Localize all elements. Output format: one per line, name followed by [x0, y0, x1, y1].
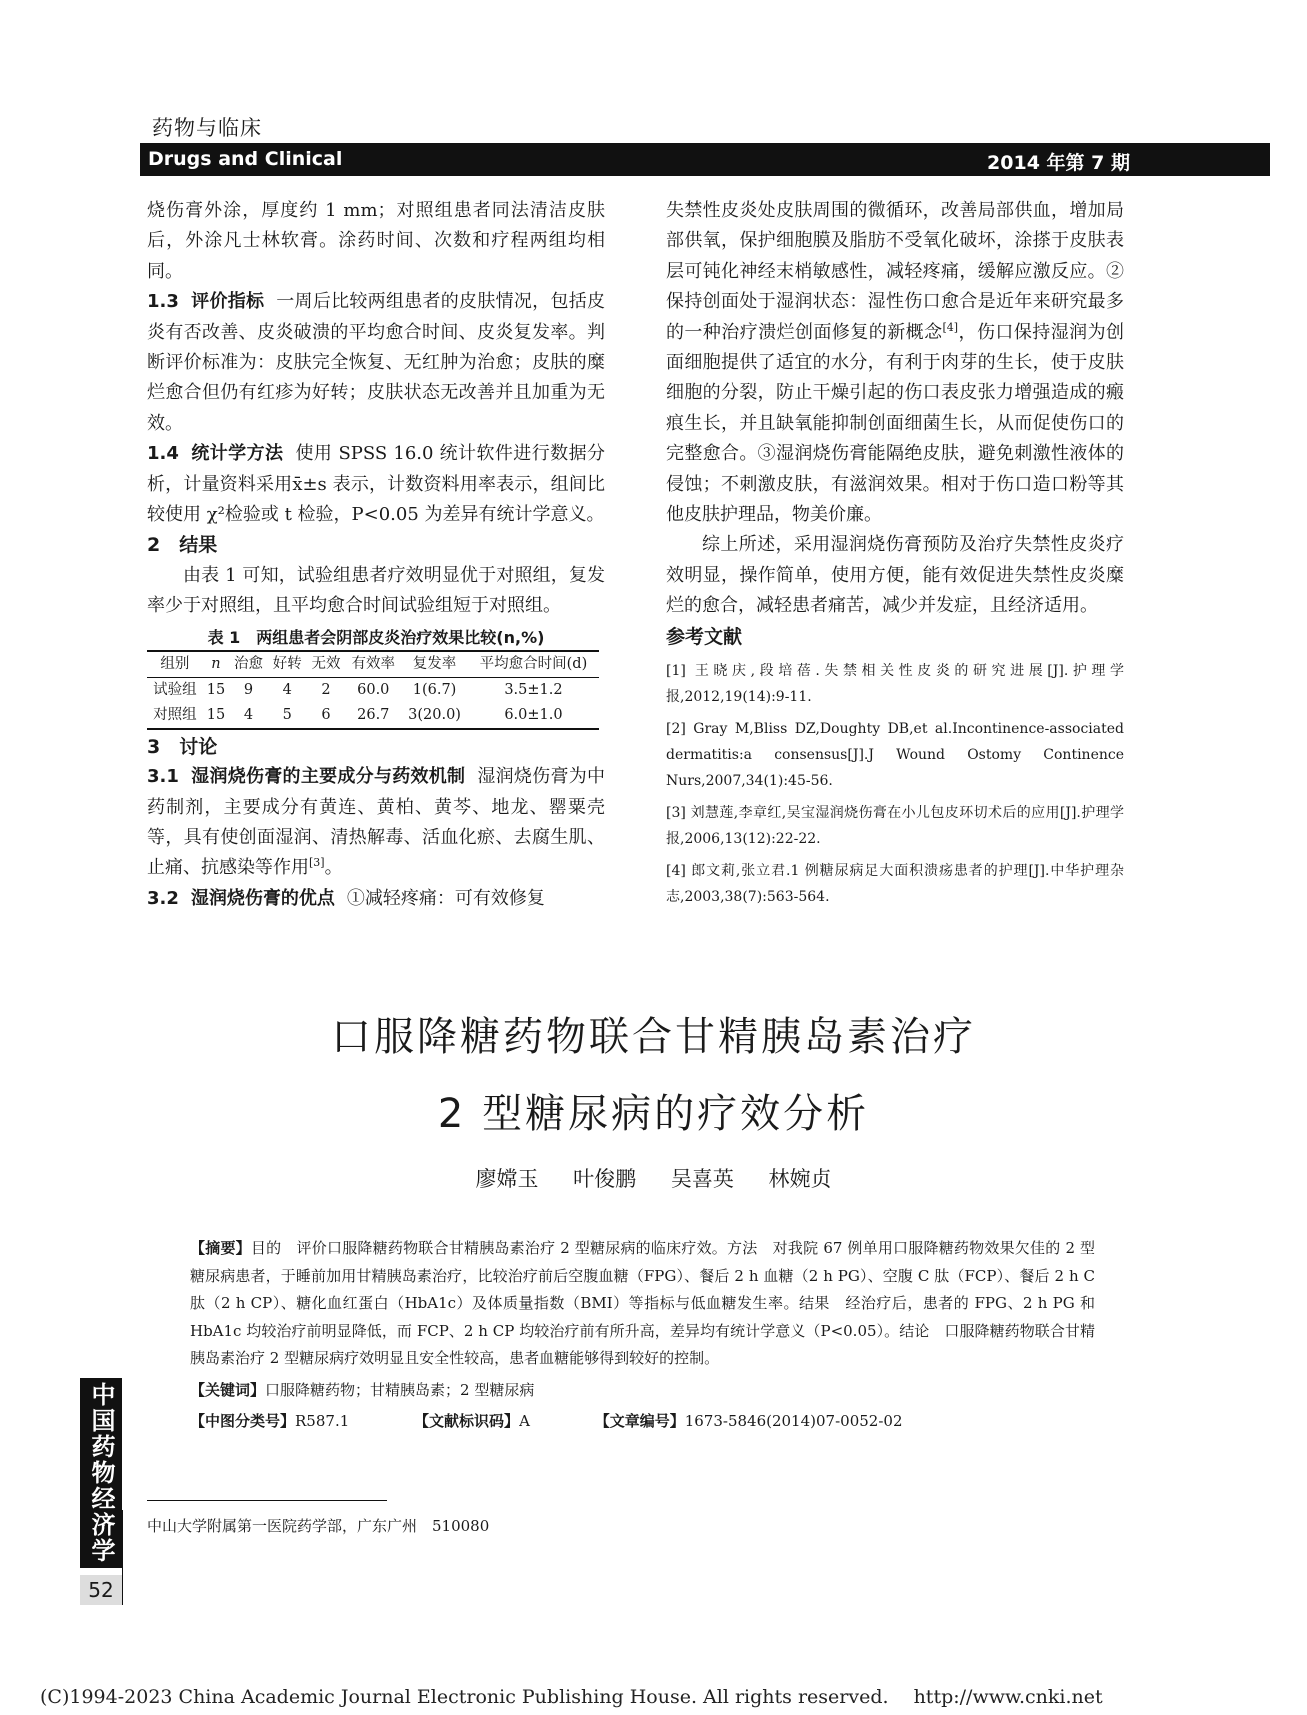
table-header-cell: 复发率 [412, 655, 457, 672]
reference-item: [1] 王晓庆,段培蓓.失禁相关性皮炎的研究进展[J].护理学报,2012,19(14):9-11. [666, 663, 1124, 706]
section-1-3 [147, 287, 605, 439]
table-cell: 1(6.7) [412, 681, 457, 698]
table-header-cell: 无效 [311, 655, 341, 672]
footnote-rule [147, 1500, 387, 1501]
abstract-block [190, 1235, 1095, 1436]
section-text: 湿润烧伤膏为中药制剂，主要成分有黄连、黄柏、黄芩、地龙、罂粟壳等，具有使创面湿润、清热解毒、活血化瘀、去腐生肌、止痛、抗感染等作用 [147, 766, 606, 879]
reference-item: [3] 刘慧莲,李章红,吴宝湿润烧伤膏在小儿包皮环切术后的应用[J].护理学报,2006,13(12):22-22. [666, 805, 1124, 848]
page-number: 52 [80, 1575, 122, 1605]
side-journal-label: 中国药物经济学 [80, 1378, 122, 1568]
table-header-cell: 好转 [272, 655, 302, 672]
reference-item: [4] 郎文莉,张立君.1 例糖尿病足大面积溃疡患者的护理[J].中华护理杂志,2003,38(7):563-564. [666, 863, 1124, 906]
section-3-2 [147, 884, 605, 914]
header-bar [140, 143, 1270, 176]
section-2-title: 2 结果 [147, 534, 218, 557]
doc-code [414, 1412, 530, 1430]
table-cell: 26.7 [357, 706, 390, 723]
article-number-value: 1673-5846(2014)07-0052-02 [684, 1412, 903, 1430]
table-header-cell: 平均愈合时间(d) [479, 655, 588, 672]
journal-name-cn: 药物与临床 [152, 116, 262, 140]
abstract-text: 目的 评价口服降糖药物联合甘精胰岛素治疗 2 型糖尿病的临床疗效。方法 对我院 67 例单用口服降糖药物效果欠佳的 2 型糖尿病患者，于睡前加用甘精胰岛素治疗，比较治疗前后空腹血糖（FPG）、餐后 2 h 血糖（2 h PG）、空腹 C 肽（FCP）、餐后 2 h C 肽（2 h CP）、糖化血红蛋白（HbA1c）及体质量指数（BMI）等指标与低血糖发生率。结果 经治疗后，患者的 FPG、2 h PG 和 HbA1c 均较治疗前明显降低，而 FCP、2 h CP 均较治疗前有所升高，差异均有统计学意义（P<0.05）。结论 口服降糖药物联合甘精胰岛素治疗 2 型糖尿病疗效明显且安全性较高，患者血糖能够得到较好的控制。 [190, 1239, 1095, 1367]
right-column [666, 196, 1124, 910]
page-rule [122, 1510, 123, 1605]
issue-label: 2014 年第 7 期 [987, 152, 1130, 174]
table-cell: 4 [243, 706, 254, 723]
author-list [0, 1163, 1307, 1193]
citation: [4] [942, 320, 959, 334]
section-1-4 [147, 439, 605, 530]
table-cell: 4 [282, 681, 292, 698]
results-table [147, 626, 605, 730]
section-number: 3.2 [147, 887, 179, 909]
section-3-1 [147, 762, 605, 884]
table-row [147, 703, 599, 729]
article-title-line-2: 2 型糖尿病的疗效分析 [437, 1091, 870, 1137]
section-text: 。 [324, 857, 343, 879]
table-header-row [147, 651, 599, 678]
paragraph: 由表 1 可知，试验组患者疗效明显优于对照组，复发率少于对照组，且平均愈合时间试验组短于对照组。 [147, 564, 605, 617]
table-header-cell: 有效率 [351, 655, 396, 672]
table-cell: 9 [243, 681, 254, 698]
table-cell: 15 [206, 681, 226, 698]
paragraph-text: ，伤口保持湿润为创面细胞提供了适宜的水分，有利于肉芽的生长，使于皮肤细胞的分裂，防止干燥引起的伤口表皮张力增强造成的瘢痕生长，并且缺氧能抑制创面细菌生长，从而促使伤口的完整愈合。③湿润烧伤膏能隔绝皮肤，避免刺激性液体的侵蚀；不刺激皮肤，有滋润效果。相对于伤口造口粉等其他皮肤护理品，物美价廉。 [666, 321, 1125, 526]
section-heading: 评价指标 [190, 291, 265, 313]
section-text: ①减轻疼痛：可有效修复 [346, 887, 545, 909]
table-header-cell: 治愈 [234, 655, 264, 672]
section-heading: 湿润烧伤膏的主要成分与药效机制 [190, 766, 466, 788]
left-column [147, 196, 605, 914]
table-header-cell: 组别 [160, 655, 190, 672]
table-row [147, 677, 599, 703]
section-heading: 湿润烧伤膏的优点 [190, 887, 335, 909]
doc-label: 【文献标识码】 [414, 1412, 520, 1430]
keywords [190, 1377, 1095, 1405]
paragraph [666, 196, 1124, 530]
author: 廖嫦玉 [475, 1167, 539, 1191]
abstract-label: 【摘要】 [190, 1239, 251, 1257]
article-number-label: 【文章编号】 [594, 1412, 685, 1430]
paragraph: 烧伤膏外涂，厚度约 1 mm；对照组患者同法清洁皮肤后，外涂凡士林软膏。涂药时间、次数和疗程两组均相同。 [147, 200, 605, 282]
reference-item: [2] Gray M,Bliss DZ,Doughty DB,et al.Incontinence-associated dermatitis:a consensus[J].J Wound Ostomy Continence Nurs,2007,34(1):45-56. [666, 721, 1124, 790]
clc-label: 【中图分类号】 [190, 1412, 296, 1430]
section-number: 1.4 [147, 443, 179, 465]
classification-line [190, 1408, 1095, 1436]
section-number: 1.3 [147, 291, 179, 313]
section-heading: 统计学方法 [190, 443, 284, 465]
author: 叶俊鹏 [573, 1167, 637, 1191]
affiliation-footnote: 中山大学附属第一医院药学部，广东广州 510080 [147, 1517, 490, 1535]
keywords-label: 【关键词】 [190, 1380, 266, 1399]
table-cell: 6 [321, 706, 331, 723]
section-text: 一周后比较两组患者的皮肤情况，包括皮炎有否改善、皮炎破溃的平均愈合时间、皮炎复发率。判断评价标准为：皮肤完全恢复、无红肿为治愈；皮肤的糜烂愈合但仍有红疹为好转；皮肤状态无改善并且加重为无效。 [147, 291, 606, 434]
table-cell: 试验组 [153, 681, 197, 698]
author: 林婉贞 [768, 1167, 832, 1191]
table-cell: 5 [282, 706, 292, 723]
abstract [190, 1235, 1095, 1373]
citation: [3] [309, 856, 325, 870]
table-caption: 表 1 两组患者会阴部皮炎治疗效果比较(n,%) [207, 627, 545, 647]
clc-value: R587.1 [295, 1412, 350, 1430]
journal-name-en: Drugs and Clinical [148, 148, 343, 170]
author: 吴喜英 [670, 1167, 734, 1191]
table-cell: 3.5±1.2 [504, 681, 563, 698]
table [147, 650, 599, 730]
paragraph: 综上所述，采用湿润烧伤膏预防及治疗失禁性皮炎疗效明显，操作简单，使用方便，能有效促进失禁性皮炎糜烂的愈合，减轻患者痛苦，减少并发症，且经济适用。 [666, 534, 1124, 617]
table-cell: 15 [206, 706, 226, 723]
table-cell: 6.0±1.0 [504, 706, 563, 723]
table-cell: 3(20.0) [408, 706, 461, 723]
copyright-notice: (C)1994-2023 China Academic Journal Electronic Publishing House. All rights reserved. http://www.cnki.net [40, 1686, 1103, 1708]
clc-number [190, 1412, 349, 1430]
table-cell: 60.0 [357, 681, 390, 698]
section-3-title: 3 讨论 [147, 735, 218, 758]
article-number [595, 1412, 903, 1430]
references-title: 参考文献 [666, 625, 743, 648]
section-text: 使用 SPSS 16.0 统计软件进行数据分析，计量资料采用x̄±s 表示，计数资料用率表示，组间比较使用 χ²检验或 t 检验，P<0.05 为差异有统计学意义。 [147, 443, 606, 526]
paragraph-text: 失禁性皮炎处皮肤周围的微循环，改善局部供血，增加局部供氧，保护细胞膜及脂肪不受氧化破坏，涂搽于皮肤表层可钝化神经末梢敏感性，减轻疼痛，缓解应激反应。②保持创面处于湿润状态：湿性伤口愈合是近年来研究最多的一种治疗溃烂创面修复的新概念 [666, 200, 1124, 343]
article-title-line-1: 口服降糖药物联合甘精胰岛素治疗 [331, 1014, 976, 1060]
doc-value: A [519, 1412, 530, 1430]
table-cell: 2 [321, 681, 331, 698]
table-cell: 对照组 [153, 706, 197, 723]
table-header-cell: n [211, 655, 221, 672]
section-number: 3.1 [147, 766, 179, 788]
keywords-text: 口服降糖药物；甘精胰岛素；2 型糖尿病 [265, 1380, 535, 1399]
